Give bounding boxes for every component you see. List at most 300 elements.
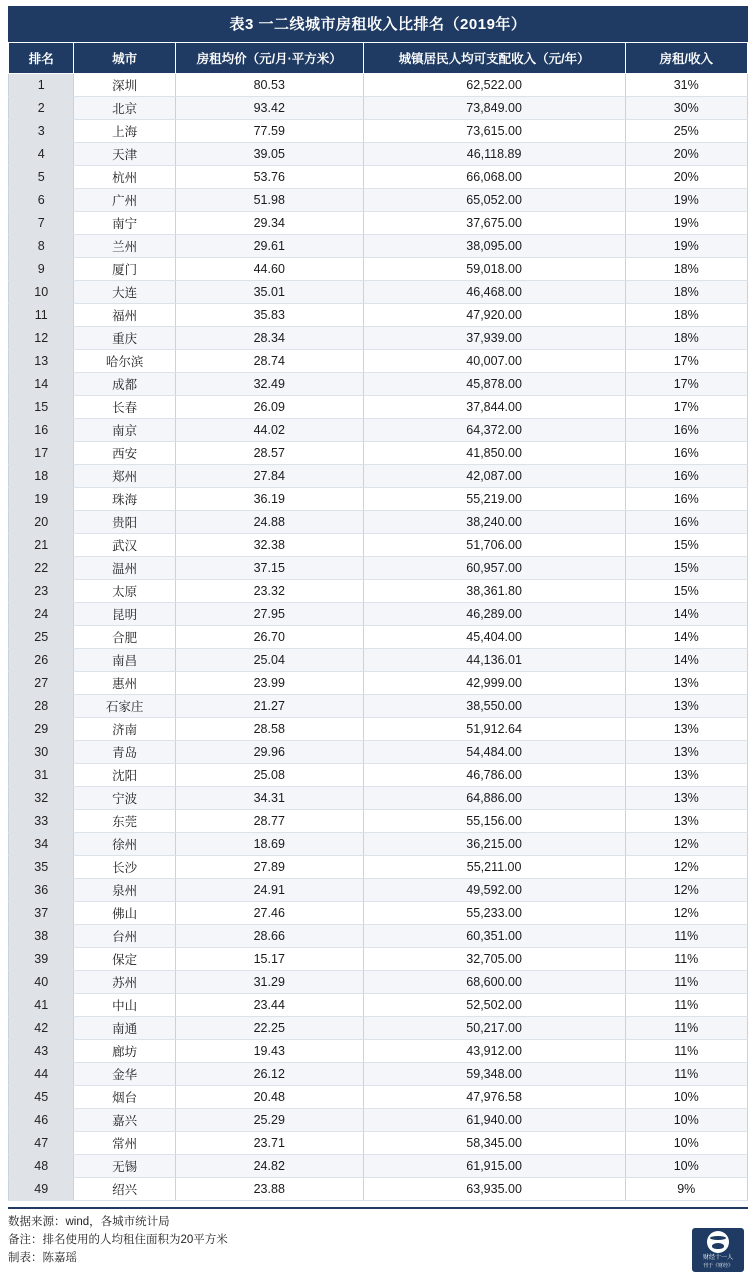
cell-rank: 1 [9, 74, 74, 97]
cell-city: 台州 [74, 925, 175, 948]
cell-income: 73,615.00 [363, 120, 625, 143]
table-row [9, 97, 748, 120]
cell-rent: 27.46 [175, 902, 363, 925]
cell-ratio: 17% [625, 396, 747, 419]
cell-rank: 37 [9, 902, 74, 925]
cell-rank: 17 [9, 442, 74, 465]
cell-city: 天津 [74, 143, 175, 166]
cell-income: 55,219.00 [363, 488, 625, 511]
cell-city: 烟台 [74, 1086, 175, 1109]
table-body [9, 74, 748, 1201]
cell-city: 贵阳 [74, 511, 175, 534]
cell-ratio: 30% [625, 97, 747, 120]
cell-rent: 25.29 [175, 1109, 363, 1132]
table-row [9, 304, 748, 327]
cell-rank: 28 [9, 695, 74, 718]
table-row [9, 856, 748, 879]
cell-income: 64,886.00 [363, 787, 625, 810]
cell-income: 66,068.00 [363, 166, 625, 189]
table-row [9, 74, 748, 97]
cell-rank: 40 [9, 971, 74, 994]
cell-ratio: 15% [625, 557, 747, 580]
column-header-rank: 排名 [9, 43, 74, 74]
table-row [9, 465, 748, 488]
cell-income: 45,404.00 [363, 626, 625, 649]
cell-rent: 35.83 [175, 304, 363, 327]
cell-income: 58,345.00 [363, 1132, 625, 1155]
table-row [9, 120, 748, 143]
cell-rank: 3 [9, 120, 74, 143]
cell-rent: 24.82 [175, 1155, 363, 1178]
cell-rank: 29 [9, 718, 74, 741]
column-header-ratio: 房租/收入 [625, 43, 747, 74]
cell-rank: 19 [9, 488, 74, 511]
cell-rent: 39.05 [175, 143, 363, 166]
cell-city: 哈尔滨 [74, 350, 175, 373]
cell-rent: 25.04 [175, 649, 363, 672]
cell-rent: 22.25 [175, 1017, 363, 1040]
cell-city: 珠海 [74, 488, 175, 511]
cell-rent: 23.88 [175, 1178, 363, 1201]
cell-income: 55,156.00 [363, 810, 625, 833]
cell-ratio: 13% [625, 764, 747, 787]
cell-rank: 14 [9, 373, 74, 396]
cell-city: 西安 [74, 442, 175, 465]
cell-ratio: 13% [625, 787, 747, 810]
cell-ratio: 12% [625, 879, 747, 902]
cell-rent: 28.74 [175, 350, 363, 373]
table-row [9, 649, 748, 672]
table-row [9, 810, 748, 833]
cell-rent: 19.43 [175, 1040, 363, 1063]
cell-rent: 80.53 [175, 74, 363, 97]
cell-city: 绍兴 [74, 1178, 175, 1201]
cell-income: 47,920.00 [363, 304, 625, 327]
cell-rent: 26.09 [175, 396, 363, 419]
cell-income: 51,706.00 [363, 534, 625, 557]
cell-rent: 20.48 [175, 1086, 363, 1109]
cell-rank: 46 [9, 1109, 74, 1132]
cell-income: 46,118.89 [363, 143, 625, 166]
cell-rent: 27.89 [175, 856, 363, 879]
cell-income: 64,372.00 [363, 419, 625, 442]
cell-income: 45,878.00 [363, 373, 625, 396]
cell-rent: 25.08 [175, 764, 363, 787]
cell-ratio: 13% [625, 718, 747, 741]
cell-income: 49,592.00 [363, 879, 625, 902]
cell-ratio: 19% [625, 212, 747, 235]
cell-city: 上海 [74, 120, 175, 143]
cell-city: 徐州 [74, 833, 175, 856]
cell-city: 南京 [74, 419, 175, 442]
rent-income-ratio-table [8, 42, 748, 1201]
table-row [9, 879, 748, 902]
cell-ratio: 19% [625, 235, 747, 258]
table-header-row [9, 43, 748, 74]
cell-city: 廊坊 [74, 1040, 175, 1063]
cell-income: 65,052.00 [363, 189, 625, 212]
cell-city: 重庆 [74, 327, 175, 350]
cell-city: 常州 [74, 1132, 175, 1155]
table-row [9, 1040, 748, 1063]
cell-rent: 77.59 [175, 120, 363, 143]
cell-ratio: 10% [625, 1109, 747, 1132]
cell-rent: 51.98 [175, 189, 363, 212]
cell-rent: 23.32 [175, 580, 363, 603]
cell-rank: 45 [9, 1086, 74, 1109]
cell-city: 惠州 [74, 672, 175, 695]
cell-rent: 26.70 [175, 626, 363, 649]
publisher-logo [692, 1228, 744, 1272]
column-header-income: 城镇居民人均可支配收入（元/年） [363, 43, 625, 74]
cell-income: 37,939.00 [363, 327, 625, 350]
cell-city: 佛山 [74, 902, 175, 925]
table-row [9, 488, 748, 511]
cell-ratio: 10% [625, 1155, 747, 1178]
cell-income: 36,215.00 [363, 833, 625, 856]
cell-city: 昆明 [74, 603, 175, 626]
cell-ratio: 15% [625, 534, 747, 557]
footer-source: 数据来源：wind，各城市统计局 [8, 1216, 170, 1228]
cell-city: 合肥 [74, 626, 175, 649]
cell-city: 郑州 [74, 465, 175, 488]
logo-subtitle: 刊于《财经》 [702, 1262, 733, 1269]
cell-ratio: 25% [625, 120, 747, 143]
cell-ratio: 11% [625, 925, 747, 948]
cell-rank: 25 [9, 626, 74, 649]
table-row [9, 1063, 748, 1086]
page-title: 表3 一二线城市房租收入比排名（2019年） [8, 6, 748, 42]
cell-city: 济南 [74, 718, 175, 741]
table-row [9, 787, 748, 810]
table-row [9, 258, 748, 281]
table-row [9, 948, 748, 971]
cell-rent: 28.66 [175, 925, 363, 948]
cell-city: 中山 [74, 994, 175, 1017]
logo-name: 财经十一人 [702, 1255, 733, 1261]
cell-income: 41,850.00 [363, 442, 625, 465]
column-header-city: 城市 [74, 43, 175, 74]
cell-ratio: 16% [625, 488, 747, 511]
cell-rent: 28.34 [175, 327, 363, 350]
cell-rent: 31.29 [175, 971, 363, 994]
cell-rank: 13 [9, 350, 74, 373]
cell-city: 苏州 [74, 971, 175, 994]
cell-rent: 29.96 [175, 741, 363, 764]
table-row [9, 1178, 748, 1201]
cell-city: 长春 [74, 396, 175, 419]
table-row [9, 833, 748, 856]
table-row [9, 281, 748, 304]
cell-rent: 36.19 [175, 488, 363, 511]
table-row [9, 1086, 748, 1109]
cell-rank: 39 [9, 948, 74, 971]
cell-ratio: 9% [625, 1178, 747, 1201]
footer [8, 1207, 748, 1272]
cell-rank: 43 [9, 1040, 74, 1063]
cell-city: 东莞 [74, 810, 175, 833]
cell-city: 太原 [74, 580, 175, 603]
cell-rent: 28.58 [175, 718, 363, 741]
cell-rank: 44 [9, 1063, 74, 1086]
cell-city: 广州 [74, 189, 175, 212]
cell-rent: 44.60 [175, 258, 363, 281]
cell-city: 大连 [74, 281, 175, 304]
cell-income: 59,018.00 [363, 258, 625, 281]
cell-rent: 23.99 [175, 672, 363, 695]
cell-rent: 29.34 [175, 212, 363, 235]
cell-ratio: 18% [625, 258, 747, 281]
cell-city: 长沙 [74, 856, 175, 879]
cell-city: 嘉兴 [74, 1109, 175, 1132]
cell-rank: 4 [9, 143, 74, 166]
cell-rank: 15 [9, 396, 74, 419]
cell-city: 北京 [74, 97, 175, 120]
table-row [9, 741, 748, 764]
cell-city: 沈阳 [74, 764, 175, 787]
cell-ratio: 12% [625, 856, 747, 879]
table-row [9, 534, 748, 557]
footer-note: 备注：排名使用的人均租住面积为20平方米 [8, 1233, 228, 1246]
cell-income: 37,675.00 [363, 212, 625, 235]
cell-income: 40,007.00 [363, 350, 625, 373]
cell-rent: 28.57 [175, 442, 363, 465]
cell-rent: 23.71 [175, 1132, 363, 1155]
cell-city: 无锡 [74, 1155, 175, 1178]
table-row [9, 189, 748, 212]
cell-rank: 47 [9, 1132, 74, 1155]
cell-rank: 23 [9, 580, 74, 603]
table-row [9, 1132, 748, 1155]
cell-income: 37,844.00 [363, 396, 625, 419]
table-row [9, 396, 748, 419]
cell-ratio: 10% [625, 1132, 747, 1155]
cell-rank: 8 [9, 235, 74, 258]
table-row [9, 1155, 748, 1178]
cell-income: 46,289.00 [363, 603, 625, 626]
cell-income: 68,600.00 [363, 971, 625, 994]
cell-ratio: 16% [625, 511, 747, 534]
cell-rent: 32.49 [175, 373, 363, 396]
table-row [9, 327, 748, 350]
cell-city: 南昌 [74, 649, 175, 672]
cell-rank: 49 [9, 1178, 74, 1201]
table-row [9, 557, 748, 580]
cell-rank: 7 [9, 212, 74, 235]
cell-rent: 27.95 [175, 603, 363, 626]
cell-city: 石家庄 [74, 695, 175, 718]
cell-rent: 93.42 [175, 97, 363, 120]
cell-ratio: 17% [625, 373, 747, 396]
table-row [9, 212, 748, 235]
cell-ratio: 31% [625, 74, 747, 97]
table-row [9, 994, 748, 1017]
cell-ratio: 11% [625, 1017, 747, 1040]
cell-rank: 6 [9, 189, 74, 212]
cell-rank: 27 [9, 672, 74, 695]
cell-income: 63,935.00 [363, 1178, 625, 1201]
cell-ratio: 20% [625, 143, 747, 166]
cell-city: 温州 [74, 557, 175, 580]
cell-city: 金华 [74, 1063, 175, 1086]
cell-rank: 12 [9, 327, 74, 350]
cell-rank: 33 [9, 810, 74, 833]
cell-rent: 37.15 [175, 557, 363, 580]
cell-income: 38,550.00 [363, 695, 625, 718]
cell-ratio: 11% [625, 948, 747, 971]
cell-ratio: 18% [625, 327, 747, 350]
cell-ratio: 19% [625, 189, 747, 212]
cell-income: 47,976.58 [363, 1086, 625, 1109]
table-row [9, 695, 748, 718]
cell-rank: 16 [9, 419, 74, 442]
cell-rank: 32 [9, 787, 74, 810]
cell-rent: 27.84 [175, 465, 363, 488]
cell-ratio: 12% [625, 902, 747, 925]
cell-income: 42,999.00 [363, 672, 625, 695]
cell-city: 厦门 [74, 258, 175, 281]
cell-city: 泉州 [74, 879, 175, 902]
table-row [9, 672, 748, 695]
cell-city: 杭州 [74, 166, 175, 189]
cell-rent: 35.01 [175, 281, 363, 304]
table-row [9, 1109, 748, 1132]
cell-income: 52,502.00 [363, 994, 625, 1017]
cell-rank: 9 [9, 258, 74, 281]
cell-ratio: 16% [625, 442, 747, 465]
table-row [9, 902, 748, 925]
cell-ratio: 13% [625, 741, 747, 764]
cell-city: 福州 [74, 304, 175, 327]
cell-rent: 32.38 [175, 534, 363, 557]
table-row [9, 442, 748, 465]
cell-city: 青岛 [74, 741, 175, 764]
table-row [9, 1017, 748, 1040]
cell-income: 54,484.00 [363, 741, 625, 764]
cell-income: 60,351.00 [363, 925, 625, 948]
cell-rank: 20 [9, 511, 74, 534]
cell-income: 61,940.00 [363, 1109, 625, 1132]
cell-income: 42,087.00 [363, 465, 625, 488]
cell-rent: 15.17 [175, 948, 363, 971]
cell-income: 55,233.00 [363, 902, 625, 925]
table-row [9, 143, 748, 166]
cell-ratio: 11% [625, 994, 747, 1017]
cell-ratio: 20% [625, 166, 747, 189]
cell-rank: 48 [9, 1155, 74, 1178]
footer-author: 制表：陈嘉瑶 [8, 1251, 77, 1264]
cell-rent: 21.27 [175, 695, 363, 718]
table-row [9, 166, 748, 189]
cell-ratio: 11% [625, 1040, 747, 1063]
cell-ratio: 14% [625, 603, 747, 626]
cell-ratio: 11% [625, 971, 747, 994]
cell-city: 成都 [74, 373, 175, 396]
cell-income: 55,211.00 [363, 856, 625, 879]
cell-rent: 44.02 [175, 419, 363, 442]
table-row [9, 511, 748, 534]
cell-income: 46,786.00 [363, 764, 625, 787]
cell-ratio: 14% [625, 649, 747, 672]
cell-rent: 29.61 [175, 235, 363, 258]
table-row [9, 419, 748, 442]
cell-ratio: 13% [625, 672, 747, 695]
cell-rank: 42 [9, 1017, 74, 1040]
cell-rent: 24.91 [175, 879, 363, 902]
cell-income: 73,849.00 [363, 97, 625, 120]
cell-income: 59,348.00 [363, 1063, 625, 1086]
cell-city: 南宁 [74, 212, 175, 235]
cell-rank: 2 [9, 97, 74, 120]
cell-city: 兰州 [74, 235, 175, 258]
table-row [9, 350, 748, 373]
cell-income: 43,912.00 [363, 1040, 625, 1063]
cell-income: 50,217.00 [363, 1017, 625, 1040]
cell-income: 38,240.00 [363, 511, 625, 534]
cell-rank: 22 [9, 557, 74, 580]
table-row [9, 626, 748, 649]
cell-rank: 36 [9, 879, 74, 902]
cell-rent: 53.76 [175, 166, 363, 189]
table-row [9, 925, 748, 948]
cell-income: 44,136.01 [363, 649, 625, 672]
cell-rank: 31 [9, 764, 74, 787]
cell-ratio: 13% [625, 695, 747, 718]
cell-rent: 26.12 [175, 1063, 363, 1086]
table-row [9, 373, 748, 396]
cell-rent: 18.69 [175, 833, 363, 856]
cell-city: 宁波 [74, 787, 175, 810]
cell-ratio: 13% [625, 810, 747, 833]
cell-rank: 35 [9, 856, 74, 879]
cell-rank: 24 [9, 603, 74, 626]
cell-city: 保定 [74, 948, 175, 971]
cell-city: 南通 [74, 1017, 175, 1040]
table-row [9, 718, 748, 741]
cell-rank: 41 [9, 994, 74, 1017]
cell-income: 46,468.00 [363, 281, 625, 304]
table-row [9, 580, 748, 603]
cell-income: 60,957.00 [363, 557, 625, 580]
cell-rank: 10 [9, 281, 74, 304]
cell-ratio: 18% [625, 304, 747, 327]
table-row [9, 603, 748, 626]
cell-income: 38,361.80 [363, 580, 625, 603]
cell-ratio: 11% [625, 1063, 747, 1086]
cell-rank: 34 [9, 833, 74, 856]
cell-ratio: 18% [625, 281, 747, 304]
cell-rent: 34.31 [175, 787, 363, 810]
cell-ratio: 16% [625, 465, 747, 488]
cell-rent: 24.88 [175, 511, 363, 534]
cell-rank: 38 [9, 925, 74, 948]
globe-icon [707, 1231, 729, 1253]
cell-ratio: 15% [625, 580, 747, 603]
table-row [9, 235, 748, 258]
table-row [9, 971, 748, 994]
cell-rank: 18 [9, 465, 74, 488]
cell-city: 武汉 [74, 534, 175, 557]
cell-rank: 11 [9, 304, 74, 327]
cell-income: 62,522.00 [363, 74, 625, 97]
cell-city: 深圳 [74, 74, 175, 97]
cell-income: 38,095.00 [363, 235, 625, 258]
cell-ratio: 14% [625, 626, 747, 649]
cell-income: 51,912.64 [363, 718, 625, 741]
cell-ratio: 16% [625, 419, 747, 442]
cell-rank: 5 [9, 166, 74, 189]
cell-rent: 28.77 [175, 810, 363, 833]
